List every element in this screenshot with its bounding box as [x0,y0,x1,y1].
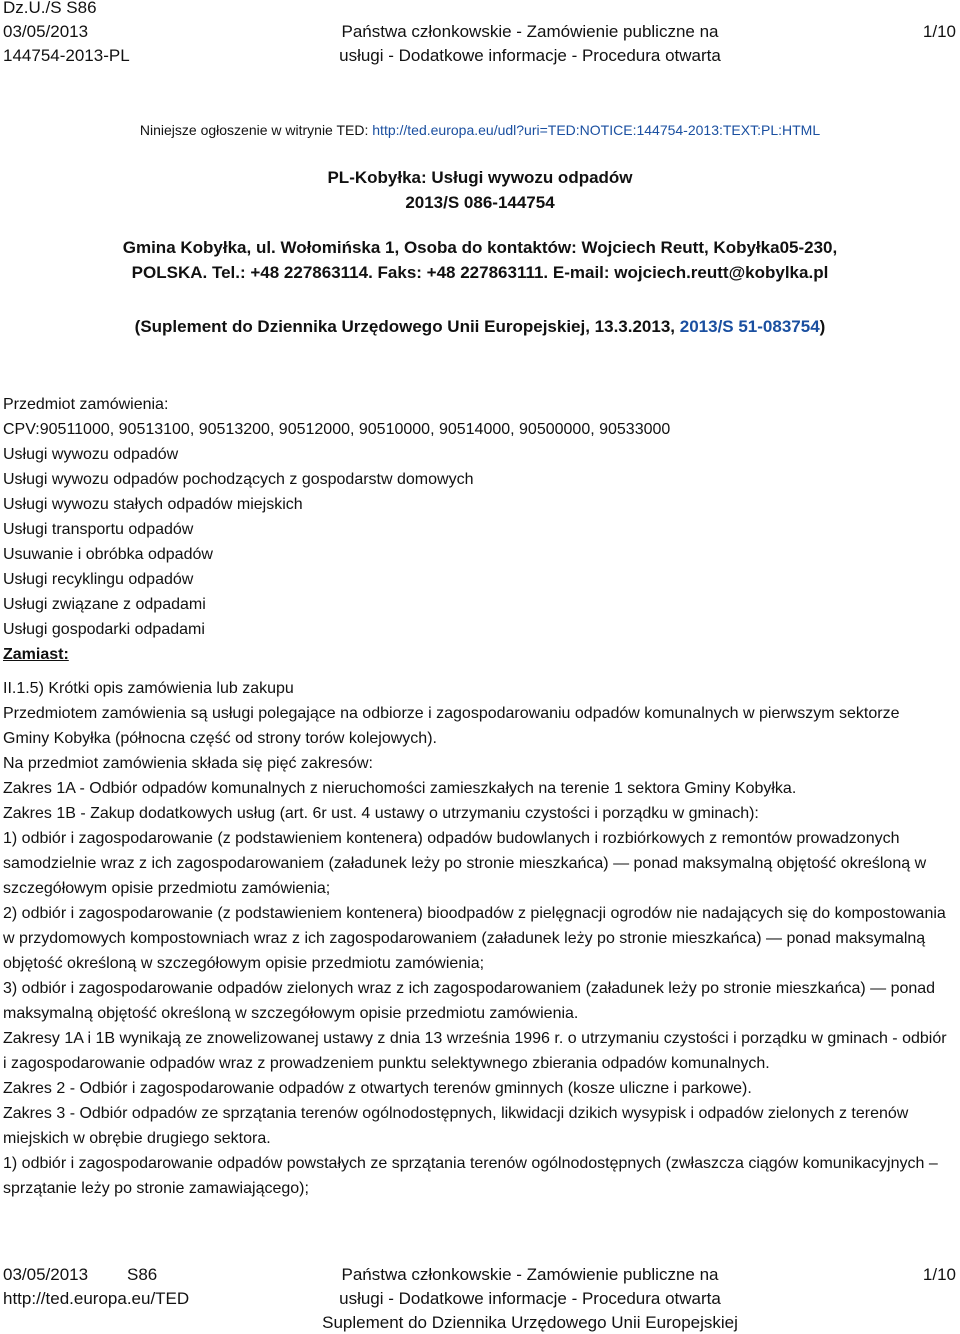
subject-item: Usługi wywozu odpadów [3,446,179,463]
subject-item: Usługi transportu odpadów [3,521,194,538]
subject-item: Usługi wywozu stałych odpadów miejskich [3,496,303,513]
supplement-link[interactable]: 2013/S 51-083754 [679,317,820,336]
subject-item: Usługi gospodarki odpadami [3,621,205,638]
header-center-line1: Państwa członkowskie - Zamówienie publiczne na [341,22,719,41]
header-page-number: 1/10 [922,22,956,41]
contact-line1: Gmina Kobyłka, ul. Wołomińska 1, Osoba do kontaktów: Wojciech Reutt, Kobyłka05-230, [122,238,838,257]
contact-line2: POLSKA. Tel.: +48 227863114. Faks: +48 227863111. E-mail: wojciech.reutt@kobylka.pl [131,263,829,282]
subject-item: Usługi wywozu odpadów pochodzących z gospodarstw domowych [3,471,474,488]
footer-center-line3: Suplement do Dziennika Urzędowego Unii Europejskiej [322,1313,738,1332]
header-center-line2: usługi - Dodatkowe informacje - Procedura otwarta [339,46,721,65]
description-paragraph: Zakres 1B - Zakup dodatkowych usług (art. 6r ust. 4 ustawy o utrzymaniu czystości i porządku w gminach): [3,805,759,822]
footer-center-line1: Państwa członkowskie - Zamówienie publiczne na [341,1265,719,1284]
page-title: PL-Kobyłka: Usługi wywozu odpadów [327,168,633,187]
supplement-suffix: ) [819,317,826,336]
subject-item: Usługi związane z odpadami [3,596,206,613]
description-paragraph: Zakres 2 - Odbiór i zagospodarowanie odpadów z otwartych terenów gminnych (kosze uliczne i parkowe). [3,1080,752,1097]
ted-notice-intro: Niniejsze ogłoszenie w witrynie TED: [139,122,373,138]
subject-item: Usuwanie i obróbka odpadów [3,546,213,563]
cpv-codes: CPV:90511000, 90513100, 90513200, 90512000, 90510000, 90514000, 90500000, 90533000 [3,421,671,438]
supplement-prefix: (Suplement do Dziennika Urzędowego Unii Europejskiej, 13.3.2013, [134,317,680,336]
description-paragraph: Przedmiotem zamówienia są usługi polegające na odbiorze i zagospodarowaniu odpadów komunalnych w pierwszym sektorze Gminy Kobyłka (północna część od strony torów kolejowych). [3,705,900,747]
header-journal: Dz.U./S S86 [3,0,97,17]
ted-notice-line [0,122,960,138]
description-paragraph: 2) odbiór i zagospodarowanie (z podstawieniem kontenera) bioodpadów z pielęgnacji ogrodów nie nadających się do kompostowania w przydomowych kompostowniach wraz z ich zagospodarowaniem (załadunek leży po stronie mieszkańca) — ponad maksymalną objętość określoną w szczegółowym opisie przedmiotu zamówienia; [3,905,946,972]
description-paragraph: Zakres 1A - Odbiór odpadów komunalnych z nieruchomości zamieszkałych na terenie 1 sektora Gminy Kobyłka. [3,780,797,797]
footer-page-number: 1/10 [922,1265,956,1284]
description-section [3,676,948,1201]
ted-notice-link[interactable]: http://ted.europa.eu/udl?uri=TED:NOTICE:144754-2013:TEXT:PL:HTML [372,122,821,138]
footer-series: S86 [127,1265,158,1284]
zamiast-label: Zamiast: [3,646,69,663]
subject-label: Przedmiot zamówienia: [3,396,169,413]
footer-url[interactable]: http://ted.europa.eu/TED [3,1289,190,1308]
description-paragraph: Na przedmiot zamówienia składa się pięć zakresów: [3,755,373,772]
subject-section [3,392,948,667]
footer-date: 03/05/2013 [3,1265,89,1284]
subject-item: Usługi recyklingu odpadów [3,571,194,588]
section-heading: II.1.5) Krótki opis zamówienia lub zakupu [3,680,294,697]
description-paragraph: 1) odbiór i zagospodarowanie odpadów powstałych ze sprzątania terenów ogólnodostępnych (zwłaszcza ciągów komunikacyjnych – sprzątanie leży po stronie zamawiającego); [3,1155,938,1197]
supplement-reference [0,317,960,337]
header-date: 03/05/2013 [3,22,89,41]
description-paragraph: Zakres 3 - Odbiór odpadów ze sprzątania terenów ogólnodostępnych, likwidacji dzikich wysypisk i odpadów zielonych z terenów miejskich w obrębie drugiego sektora. [3,1105,909,1147]
description-paragraph: 1) odbiór i zagospodarowanie (z podstawieniem kontenera) odpadów budowlanych i rozbiórkowych z remontów prowadzonych samodzielnie wraz z ich zagospodarowaniem (załadunek leży po stronie mieszkańca) — ponad maksymalną objętość określoną w szczegółowym opisie przedmiotu zamówienia; [3,830,927,897]
footer-center-line2: usługi - Dodatkowe informacje - Procedura otwarta [339,1289,721,1308]
description-paragraph: 3) odbiór i zagospodarowanie odpadów zielonych wraz z ich zagospodarowaniem (załadunek leży po stronie mieszkańca) — ponad maksymalną objętość określoną w szczegółowym opisie przedmiotu zamówienia. [3,980,936,1022]
notice-number: 2013/S 086-144754 [405,193,555,212]
header-ref: 144754-2013-PL [3,46,130,65]
description-paragraph: Zakresy 1A i 1B wynikają ze znowelizowanej ustawy z dnia 13 września 1996 r. o utrzymaniu czystości i porządku w gminach - odbiór i zagospodarowanie odpadów wraz z prowadzeniem punktu selektywnego zbierania odpadów komunalnych. [3,1030,947,1072]
